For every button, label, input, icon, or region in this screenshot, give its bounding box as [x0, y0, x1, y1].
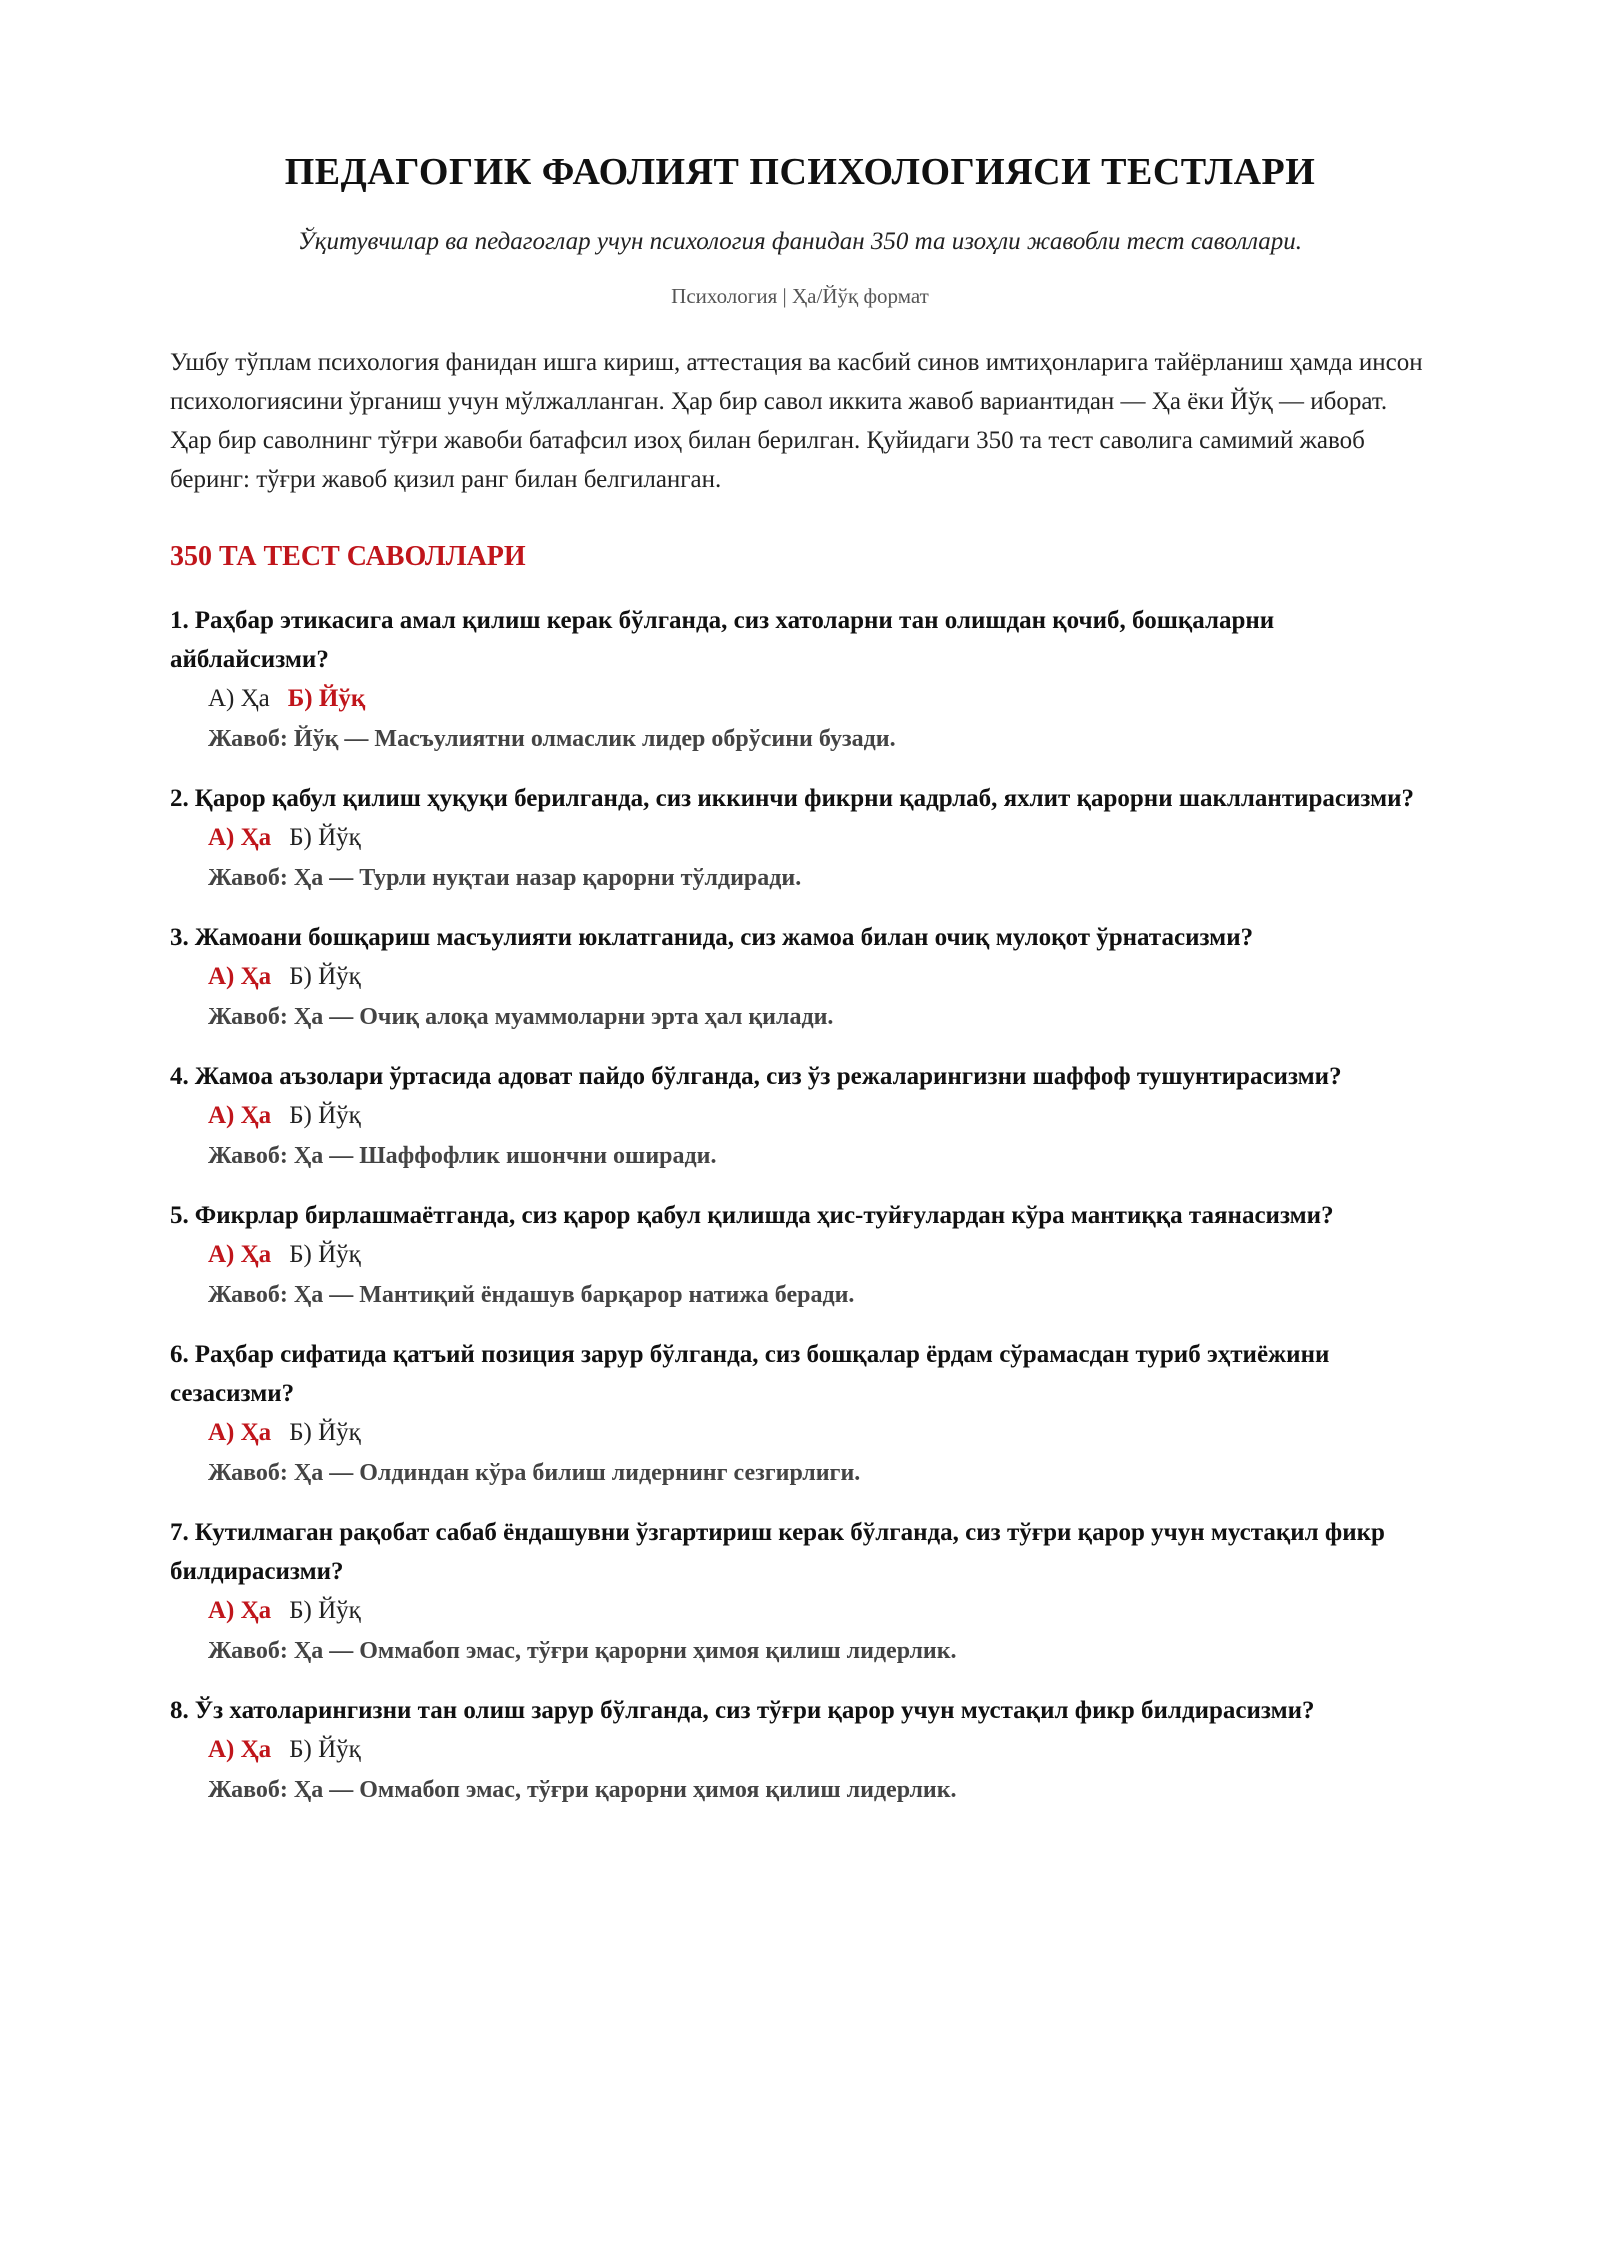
answer-explanation: Жавоб: Ҳа — Оммабоп эмас, тўғри қарорни ҳимоя қилиш лидерлик.: [208, 1638, 957, 1664]
question-body: Кутилмаган рақобат сабаб ёндашувни ўзгартириш керак бўлганда, сиз тўғри қарор учун мустақил фикр билдирасизми?: [170, 1519, 1385, 1585]
question-item: [170, 918, 1430, 1037]
option-a: А) Ҳа: [208, 824, 272, 851]
answer-options: [208, 1730, 1430, 1770]
question-text: [170, 1057, 1430, 1096]
question-item: [170, 1335, 1430, 1493]
answer-explanation: Жавоб: Ҳа — Олдиндан кўра билиш лидернинг сезгирлиги.: [208, 1460, 861, 1486]
question-body: Раҳбар этикасига амал қилиш керак бўлганда, сиз хатоларни тан олишдан қочиб, бошқаларни айблайсизми?: [170, 607, 1275, 673]
answer-options: [208, 957, 1430, 997]
section-heading: 350 ТА ТЕСТ САВОЛЛАРИ: [170, 541, 526, 572]
question-text: [170, 1691, 1430, 1730]
question-number: 7.: [170, 1519, 189, 1546]
question-item: [170, 1513, 1430, 1671]
page-title: ПЕДАГОГИК ФАОЛИЯТ ПСИХОЛОГИЯСИ ТЕСТЛАРИ: [284, 151, 1316, 193]
question-number: 8.: [170, 1697, 189, 1724]
question-text: [170, 918, 1430, 957]
answer-explanation: Жавоб: Ҳа — Очиқ алоқа муаммоларни эрта ҳал қилади.: [208, 1004, 834, 1030]
question-text: [170, 1513, 1430, 1591]
option-b: Б) Йўқ: [289, 1419, 361, 1446]
question-number: 1.: [170, 607, 189, 634]
answer-options: [208, 1235, 1430, 1275]
question-item: [170, 1057, 1430, 1176]
option-b: Б) Йўқ: [289, 1736, 361, 1763]
answer-explanation: Жавоб: Йўқ — Масъулиятни олмаслик лидер обрўсини бузади.: [208, 726, 896, 752]
option-a: А) Ҳа: [208, 963, 272, 990]
question-body: Жамоани бошқариш масъулияти юклатганида, сиз жамоа билан очиқ мулоқот ўрнатасизми?: [194, 924, 1254, 951]
answer-explanation: Жавоб: Ҳа — Турли нуқтаи назар қарорни тўлдиради.: [208, 865, 802, 891]
answer-explanation: Жавоб: Ҳа — Шаффофлик ишончни оширади.: [208, 1143, 717, 1169]
option-b: Б) Йўқ: [289, 963, 361, 990]
page-subtitle: Ўқитувчилар ва педагоглар учун психология фанидан 350 та изоҳли жавобли тест саволлари.: [297, 228, 1303, 255]
question-text: [170, 601, 1430, 679]
question-body: Жамоа аъзолари ўртасида адоват пайдо бўлганда, сиз ўз режаларингизни шаффоф тушунтирасизми?: [194, 1063, 1342, 1090]
question-list: [170, 601, 1430, 1810]
answer-explanation: Жавоб: Ҳа — Оммабоп эмас, тўғри қарорни ҳимоя қилиш лидерлик.: [208, 1777, 957, 1803]
option-b: Б) Йўқ: [289, 1102, 361, 1129]
option-b: Б) Йўқ: [287, 685, 366, 712]
option-b: Б) Йўқ: [289, 1241, 361, 1268]
option-a: А) Ҳа: [208, 685, 270, 712]
question-body: Раҳбар сифатида қатъий позиция зарур бўлганда, сиз бошқалар ёрдам сўрамасдан туриб эҳтиёжини сезасизми?: [170, 1341, 1330, 1407]
question-body: Қарор қабул қилиш ҳуқуқи берилганда, сиз иккинчи фикрни қадрлаб, яхлит қарорни шакллантирасизми?: [194, 785, 1415, 812]
question-text: [170, 779, 1430, 818]
question-number: 6.: [170, 1341, 189, 1368]
question-number: 4.: [170, 1063, 189, 1090]
answer-options: [208, 1413, 1430, 1453]
answer-options: [208, 679, 1430, 719]
answer-explanation: Жавоб: Ҳа — Мантиқий ёндашув барқарор натижа беради.: [208, 1282, 855, 1308]
option-a: А) Ҳа: [208, 1419, 272, 1446]
question-item: [170, 1196, 1430, 1315]
option-a: А) Ҳа: [208, 1597, 272, 1624]
question-number: 2.: [170, 785, 189, 812]
question-text: [170, 1335, 1430, 1413]
category-format-line: Психология | Ҳа/Йўқ формат: [671, 284, 929, 308]
option-a: А) Ҳа: [208, 1241, 272, 1268]
question-item: [170, 1691, 1430, 1810]
answer-options: [208, 818, 1430, 858]
intro-paragraph: Ушбу тўплам психология фанидан ишга кириш, аттестация ва касбий синов имтиҳонларига тайёрланиш ҳамда инсон психологиясини ўрганиш учун мўлжалланган. Ҳар бир савол иккита жавоб вариантидан — Ҳа ёки Йўқ — иборат. Ҳар бир саволнинг тўғри жавоби батафсил изоҳ билан берилган. Қуйидаги 350 та тест саволига самимий жавоб беринг: тўғри жавоб қизил ранг билан белгиланган.: [170, 349, 1423, 493]
question-text: [170, 1196, 1430, 1235]
question-body: Ўз хатоларингизни тан олиш зарур бўлганда, сиз тўғри қарор учун мустақил фикр билдирасизми?: [194, 1697, 1315, 1724]
question-body: Фикрлар бирлашмаётганда, сиз қарор қабул қилишда ҳис-туйғулардан кўра мантиққа таянасизми?: [194, 1202, 1334, 1229]
option-a: А) Ҳа: [208, 1736, 272, 1763]
option-b: Б) Йўқ: [289, 824, 361, 851]
question-item: [170, 601, 1430, 759]
question-number: 3.: [170, 924, 189, 951]
question-item: [170, 779, 1430, 898]
answer-options: [208, 1096, 1430, 1136]
question-number: 5.: [170, 1202, 189, 1229]
option-a: А) Ҳа: [208, 1102, 272, 1129]
option-b: Б) Йўқ: [289, 1597, 361, 1624]
answer-options: [208, 1591, 1430, 1631]
